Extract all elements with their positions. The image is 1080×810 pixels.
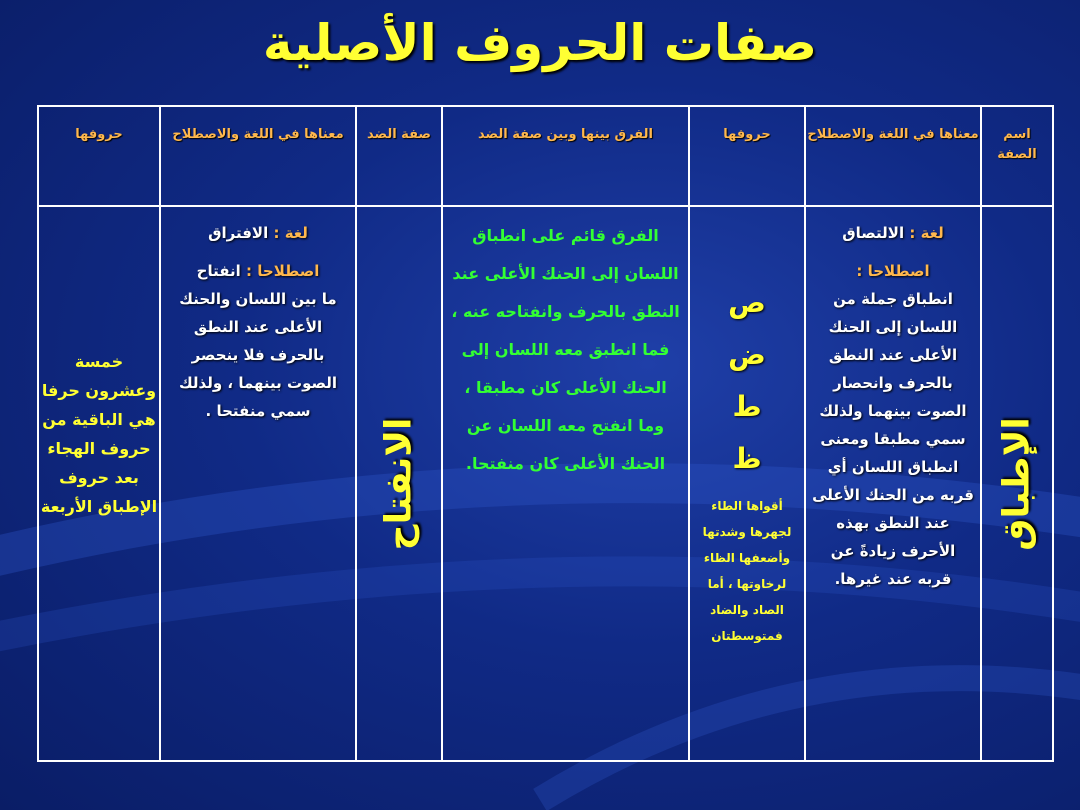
header-row (38, 106, 1053, 206)
header-letters-opposite: حروفها (38, 106, 160, 206)
attribute-name-cell (981, 206, 1053, 761)
letters-list (690, 207, 804, 485)
header-attribute-name: اسم الصفة (981, 106, 1053, 206)
meaning2-term-value: ما بين اللسان والحنك الأعلى عند النطق بالحرف فلا ينحصر الصوت بينهما ، ولذلك سمي منفتحا . (178, 290, 338, 420)
meaning2-lang-label: لغة : (273, 224, 308, 242)
letters-note: أقواها الطاء لجهرها وشدتها وأضعفها الظاء لرخاوتها ، أما الصاد والضاد فمتوسطتان (702, 499, 792, 643)
meaning-lang-value: الالتصاق (842, 224, 905, 242)
letters-opposite-text: خمسة وعشرون حرفا هي الباقية من حروف الهجاء بعد حروف الإطباق الأربعة (40, 352, 158, 516)
meaning-lang-label: لغة : (909, 224, 944, 242)
page-title: صفات الحروف الأصلية (262, 14, 818, 72)
meaning-cell (805, 206, 981, 761)
letter-sad: ص (728, 286, 766, 319)
meaning2-term-first: انفتاح (196, 262, 241, 280)
header-meaning-opposite: معناها في اللغة والاصطلاح (160, 106, 356, 206)
meaning2-term-label: اصطلاحا : (246, 262, 320, 280)
letter-za: ظ (732, 442, 762, 475)
difference-text: الفرق قائم على انطباق اللسان إلى الحنك الأعلى عند النطق بالحرف وانفتاحه عنه ، فما انطبق معه اللسان إلى الحنك الأعلى كان مطبقا ، وما انفتح معه اللسان عن الحنك الأعلى كان منفتحا. (451, 226, 680, 473)
opposite-cell (356, 206, 442, 761)
letter-ta: ط (732, 390, 762, 423)
meaning2-lang-value: الافتراق (208, 224, 269, 242)
opposite-name: الانفتاح (378, 417, 420, 550)
table-row (38, 206, 1053, 761)
meaning-term-value: انطباق جملة من اللسان إلى الحنك الأعلى عند النطق بالحرف وانحصار الصوت بينهما ولذلك سمي مطبقا ومعنى انطباق اللسان أي قربه من الحنك الأعلى عند النطق بهذه الأحرف زيادةً عن قربه عند غيرها. (812, 290, 974, 588)
meaning-opposite-cell (160, 206, 356, 761)
header-opposite: صفة الضد (356, 106, 442, 206)
difference-cell (442, 206, 689, 761)
header-letters: حروفها (689, 106, 805, 206)
attributes-table (37, 105, 1054, 762)
attribute-name: الإطباق (996, 416, 1038, 551)
letters-cell (689, 206, 805, 761)
letters-opposite-cell (38, 206, 160, 761)
header-meaning: معناها في اللغة والاصطلاح (805, 106, 981, 206)
header-difference: الفرق بينها وبين صفة الضد (442, 106, 689, 206)
meaning-term-label: اصطلاحا : (856, 262, 930, 280)
letter-dad: ض (728, 338, 766, 371)
